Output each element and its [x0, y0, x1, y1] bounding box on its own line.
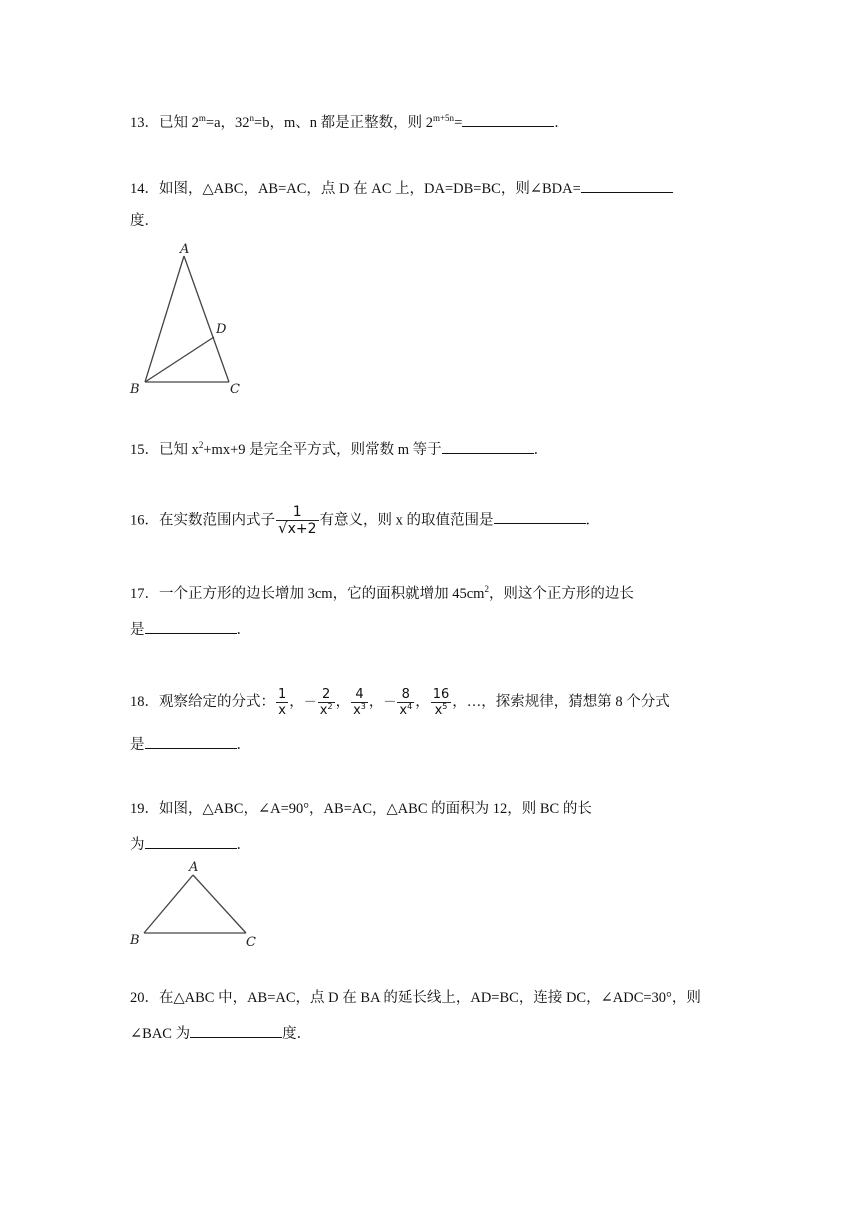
- q19-label-c: C: [246, 935, 256, 950]
- q14-line-2: [130, 211, 159, 231]
- q18-end: ．: [236, 737, 251, 753]
- question-14: [130, 178, 673, 199]
- q15-text-1: 已知 x: [159, 442, 199, 458]
- q18-fraction-4-den-exp: 4: [407, 702, 413, 712]
- q13-text-2: =a，32: [205, 115, 250, 131]
- q18-fraction-3-den-exp: 3: [360, 702, 366, 712]
- q18-fraction-1-denominator: [276, 703, 288, 718]
- q20-line2-text: ∠BAC 为: [130, 1026, 191, 1042]
- q14-text: 如图，△ABC，AB=AC，点 D 在 AC 上，DA=DB=BC，则∠BDA=: [159, 181, 581, 197]
- q20-line-2: [130, 1023, 311, 1044]
- q18-fraction-3-numerator: 4: [351, 687, 368, 703]
- q14-triangle-figure: [128, 240, 243, 400]
- q16-fraction-denominator: [276, 521, 319, 537]
- q18-fraction-1: [276, 687, 288, 718]
- q20-number: 20．: [130, 990, 159, 1006]
- q14-label-c: C: [230, 382, 240, 397]
- q16-number: 16．: [130, 512, 159, 529]
- q16-radicand: x+2: [287, 521, 317, 537]
- q16-text-2: 有意义，则 x 的取值范围是: [319, 512, 494, 529]
- q20-answer-blank[interactable]: [190, 1023, 282, 1038]
- q14-label-a: A: [180, 242, 190, 257]
- question-16: [130, 505, 600, 537]
- q14-segment-bd: [145, 337, 214, 382]
- q18-fraction-2-denominator: [318, 703, 335, 718]
- q15-text-2: +mx+9 是完全平方式，则常数 m 等于: [203, 442, 442, 458]
- q18-fraction-5: [431, 687, 452, 718]
- q18-fraction-2-den-exp: 2: [327, 702, 333, 712]
- q16-answer-blank[interactable]: [494, 509, 586, 524]
- q18-fraction-5-den-exp: 5: [442, 702, 448, 712]
- question-18: 18．观察给定的分式： $\frac{1}{x}$ ，－ $\frac{2}{x^2}$ ， $\frac{4}{x^3}$ ，－ $\frac{8}{x^4}$ ， $\frac{16}{x^5}$ ，…，探索规律，猜想第 8 个分式: [130, 687, 670, 719]
- q13-end: ．: [554, 115, 569, 131]
- q19-triangle-figure: [128, 858, 263, 950]
- q14-side-ab: [145, 256, 184, 382]
- q17-end: ．: [236, 622, 251, 638]
- q20-text: 在△ABC 中，AB=AC，点 D 在 BA 的延长线上，AD=BC，连接 DC，∠ADC=30°，则: [159, 990, 701, 1006]
- q15-sup-1: 2: [198, 440, 204, 450]
- q15-number: 15．: [130, 442, 159, 458]
- question-13: [130, 112, 569, 133]
- q18-fraction-2-den-var: x: [319, 703, 328, 719]
- q18-number: 18．: [130, 694, 159, 710]
- q13-sup-3: m+5n: [432, 113, 455, 123]
- q17-text-1: 一个正方形的边长增加 3cm，它的面积就增加 45cm: [159, 586, 485, 602]
- q18-line-2: [130, 734, 251, 755]
- question-19: [130, 799, 592, 819]
- q17-answer-blank[interactable]: [145, 619, 237, 634]
- q17-text-2: ，则这个正方形的边长: [488, 586, 634, 602]
- q19-number: 19．: [130, 801, 159, 817]
- q19-line-2: [130, 834, 251, 855]
- q14-side-ac: [184, 256, 229, 382]
- q17-line2-text: 是: [130, 622, 145, 638]
- q18-fraction-4-numerator: 8: [397, 687, 414, 703]
- q18-fraction-2-sign: －: [303, 695, 317, 710]
- q14-number: 14．: [130, 181, 159, 197]
- q13-text-4: =: [454, 115, 463, 131]
- q14-label-b: B: [130, 382, 140, 397]
- q13-sup-2: n: [249, 113, 255, 123]
- q19-side-ac: [193, 875, 246, 933]
- question-17: [130, 584, 634, 604]
- q18-fraction-3: [351, 687, 368, 718]
- q16-end: ．: [585, 512, 600, 529]
- q16-text-1: 在实数范围内式子: [159, 512, 275, 529]
- q19-line2-text: 为: [130, 837, 145, 853]
- q18-fraction-4-denominator: [397, 703, 414, 718]
- q13-text-1: 已知 2: [159, 115, 199, 131]
- q17-number: 17．: [130, 586, 159, 602]
- q19-text: 如图，△ABC，∠A=90°，AB=AC，△ABC 的面积为 12，则 BC 的长: [159, 801, 592, 817]
- q18-fraction-3-denominator: [351, 703, 368, 718]
- q18-fraction-5-numerator: 16: [432, 687, 450, 703]
- q15-answer-blank[interactable]: [442, 439, 534, 454]
- q15-end: ．: [533, 442, 549, 458]
- q19-label-b: B: [130, 933, 140, 948]
- sqrt-icon: √: [278, 519, 288, 537]
- q14-unit: 度．: [130, 213, 159, 229]
- q18-line2-text: 是: [130, 737, 145, 753]
- q18-text-1: 观察给定的分式：: [159, 694, 275, 710]
- question-20: [130, 988, 701, 1008]
- q19-side-ab: [144, 875, 193, 933]
- q13-number: 13．: [130, 115, 159, 131]
- q14-answer-blank[interactable]: [581, 178, 673, 193]
- q18-fraction-1-numerator: 1: [278, 687, 287, 703]
- q19-end: ．: [236, 837, 251, 853]
- q17-line-2: [130, 619, 251, 640]
- q18-fraction-4: [397, 687, 414, 718]
- q14-label-d: D: [216, 322, 227, 337]
- q18-fraction-4-sign: －: [383, 695, 397, 710]
- q18-fraction-3-den-var: x: [353, 703, 361, 719]
- q19-answer-blank[interactable]: [145, 834, 237, 849]
- q16-fraction-numerator: 1: [276, 505, 319, 521]
- q13-text-3: =b，m、n 都是正整数，则 2: [254, 115, 433, 131]
- q13-sup-1: m: [198, 113, 206, 123]
- q17-sup-1: 2: [484, 584, 489, 594]
- q18-fraction-2-numerator: 2: [318, 687, 335, 703]
- q18-fraction-5-denominator: [431, 703, 452, 718]
- q18-fraction-2: [318, 687, 335, 718]
- q18-text-2: …，探索规律，猜想第 8 个分式: [466, 694, 670, 710]
- q18-fraction-4-den-var: x: [399, 703, 408, 719]
- q18-answer-blank[interactable]: [145, 734, 237, 749]
- question-15: [130, 439, 548, 460]
- q13-answer-blank[interactable]: [462, 112, 554, 127]
- q16-fraction: [276, 505, 319, 537]
- q19-label-a: A: [189, 860, 199, 875]
- q18-fraction-5-den-var: x: [434, 703, 443, 719]
- q18-fraction-1-den-var: x: [278, 703, 286, 719]
- q20-unit: 度．: [282, 1026, 312, 1042]
